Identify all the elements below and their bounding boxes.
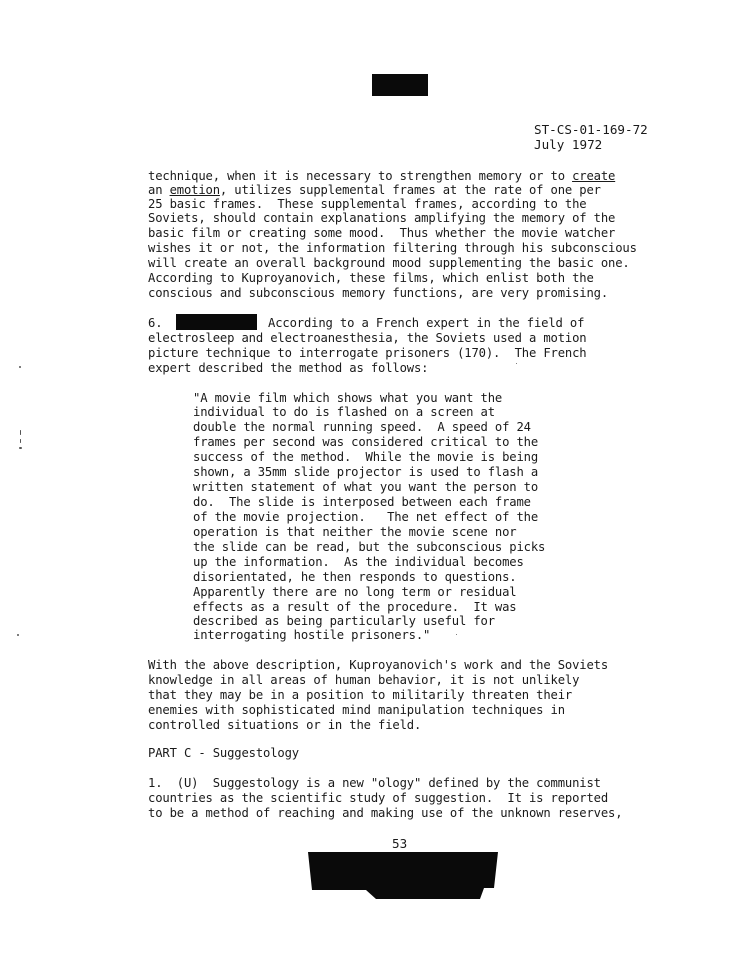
quote-line: frames per second was considered critical to the [193,435,538,449]
section-heading: PART C - Suggestology [148,746,299,760]
document-id: ST-CS-01-169-72 [534,122,648,137]
bottom-redaction-block [308,852,500,900]
text-line: knowledge in all areas of human behavior, it is not unlikely [148,673,580,687]
scan-speck [516,363,517,364]
text-span: an [148,183,170,197]
text-line: wishes it or not, the information filtering through his subconscious [148,241,637,255]
text-line [148,183,601,197]
quote-line: written statement of what you want the person to [193,480,538,494]
quote-line: of the movie projection. The net effect of the [193,510,538,524]
text-line: According to Kuproyanovich, these films, which enlist both the [148,271,594,285]
text-line: With the above description, Kuproyanovich's work and the Soviets [148,658,608,672]
text-line [148,169,615,183]
scan-speck [19,366,21,368]
page-number: 53 [392,836,408,851]
text-line: picture technique to interrogate prisoners (170). The French [148,346,587,360]
quote-line: Apparently there are no long term or residual [193,585,517,599]
text-line: According to a French expert in the field of [268,316,585,330]
text-span: , utilizes supplemental frames at the rate of one per [219,183,601,197]
quote-line: do. The slide is interposed between each frame [193,495,531,509]
quote-line: shown, a 35mm slide projector is used to flash a [193,465,538,479]
paragraph-number: 6. [148,316,163,330]
quote-line: individual to do is flashed on a screen at [193,405,495,419]
text-line: basic film or creating some mood. Thus whether the movie watcher [148,226,616,240]
scan-speck [20,439,21,443]
text-line: Soviets, should contain explanations amplifying the memory of the [148,211,616,225]
quote-line: described as being particularly useful for [193,614,495,628]
quote-line: operation is that neither the movie scene nor [193,525,517,539]
document-date: July 1972 [534,137,603,152]
top-redaction-block [372,74,428,96]
scan-speck [17,634,19,636]
underlined-word-create: create [572,169,616,183]
quote-line: interrogating hostile prisoners." [193,628,431,642]
text-line: 25 basic frames. These supplemental frames, according to the [148,197,587,211]
scan-speck [456,634,457,635]
quote-line: up the information. As the individual becomes [193,555,524,569]
text-span: technique, when it is necessary to strengthen memory or to [148,169,573,183]
text-line: countries as the scientific study of suggestion. It is reported [148,791,608,805]
text-line: controlled situations or in the field. [148,718,422,732]
underlined-word-emotion: emotion [169,183,220,197]
text-line: will create an overall background mood supplementing the basic one. [148,256,630,270]
text-line: enemies with sophisticated mind manipulation techniques in [148,703,565,717]
quote-line: success of the method. While the movie is being [193,450,538,464]
quote-line: disorientated, he then responds to questions. [193,570,517,584]
text-line: expert described the method as follows: [148,361,429,375]
text-line: to be a method of reaching and making use of the unknown reserves, [148,806,623,820]
quote-line: the slide can be read, but the subconscious picks [193,540,546,554]
scan-speck [19,447,22,449]
quote-line: effects as a result of the procedure. It was [193,600,517,614]
quote-line: double the normal running speed. A speed of 24 [193,420,531,434]
quote-line: "A movie film which shows what you want the [193,391,503,405]
text-line: conscious and subconscious memory functions, are very promising. [148,286,608,300]
text-line: that they may be in a position to militarily threaten their [148,688,573,702]
inline-redaction-block [176,314,257,330]
text-line: 1. (U) Suggestology is a new "ology" defined by the communist [148,776,601,790]
text-line: electrosleep and electroanesthesia, the Soviets used a motion [148,331,587,345]
scan-speck [20,430,21,435]
